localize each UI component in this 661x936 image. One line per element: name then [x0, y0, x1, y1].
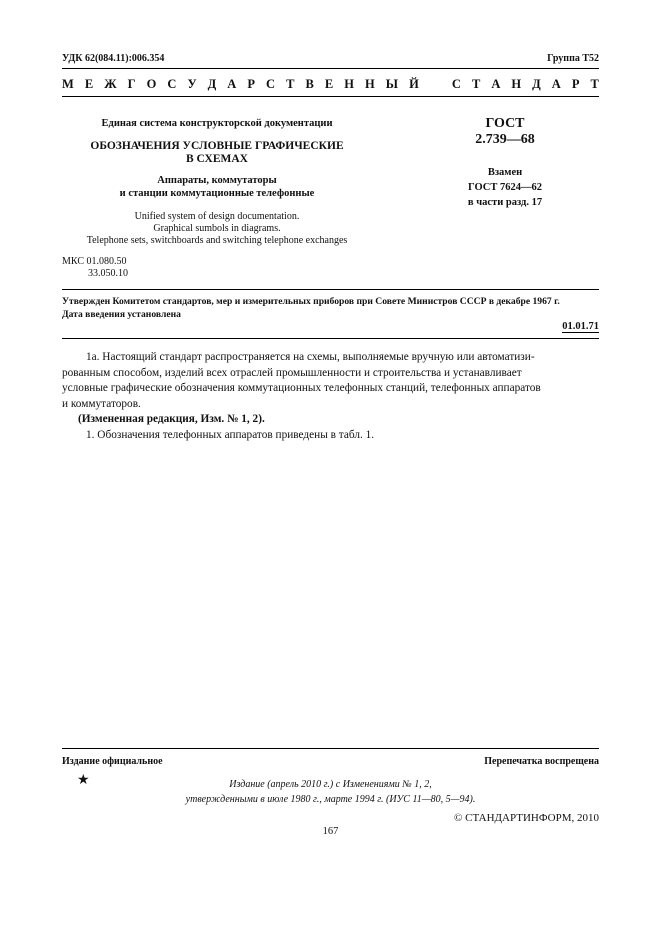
heading-letter: Е — [84, 77, 94, 91]
document-title — [62, 140, 372, 166]
heading-letter: С — [266, 77, 276, 91]
star-icon: ★ — [77, 773, 90, 788]
gost-designation — [430, 116, 580, 148]
header-rule-bottom — [62, 96, 599, 97]
paragraph-1-line-3: условные графические обозначения коммутационных телефонных станций, телефонных аппаратов — [62, 382, 541, 394]
system-name: Единая система конструкторской документации — [101, 118, 333, 129]
english-title — [62, 211, 372, 247]
english-line-1: Unified system of design documentation. — [134, 211, 300, 222]
heading-letter: Ы — [385, 77, 399, 91]
heading-letter: Д — [532, 77, 541, 91]
effective-date: 01.01.71 — [562, 321, 599, 332]
heading-letter: Д — [207, 77, 217, 91]
heading-letter: Е — [324, 77, 334, 91]
heading-letter: Т — [590, 77, 599, 91]
edition-line-1: Издание (апрель 2010 г.) с Изменениями № 1, 2, — [229, 779, 432, 790]
approval-text — [62, 296, 560, 321]
heading-letter: А — [551, 77, 561, 91]
subtitle-line-1: Аппараты, коммутаторы — [157, 175, 277, 186]
heading-letter: А — [227, 77, 237, 91]
document-subtitle — [62, 175, 372, 200]
heading-letter: С — [167, 77, 177, 91]
gost-number: 2.739—68 — [475, 132, 535, 147]
mks-label: МКС — [62, 256, 84, 267]
group-code: Группа Т52 — [547, 53, 599, 64]
heading-letter: В — [305, 77, 314, 91]
approval-rule-bottom — [62, 338, 599, 339]
edition-line-2: утвержденными в июле 1980 г., марте 1994 г. (ИУС 11—80, 5—94). — [185, 794, 476, 805]
heading-letter: Й — [409, 77, 419, 91]
replaces-block — [430, 165, 580, 210]
paragraph-1-line-1: 1а. Настоящий стандарт распространяется на схемы, выполняемые вручную или автоматизи- — [86, 351, 535, 363]
header-rule-top — [62, 68, 599, 69]
heading-letter: Р — [247, 77, 255, 91]
replaced-gost: ГОСТ 7624—62 — [468, 182, 542, 193]
amendment-note: (Измененная редакция, Изм. № 1, 2). — [78, 413, 265, 425]
title-line-2: В СХЕМАХ — [186, 153, 248, 165]
mks-code-2: 33.050.10 — [88, 268, 128, 279]
subtitle-line-2: и станции коммутационные телефонные — [119, 187, 315, 199]
page-number: 167 — [322, 826, 339, 837]
heading-letter: Г — [127, 77, 136, 91]
replaces-label: Взамен — [487, 167, 523, 178]
heading-letter: Н — [344, 77, 354, 91]
approval-rule-top — [62, 289, 599, 290]
edition-info — [62, 777, 599, 807]
approval-line-1: Утвержден Комитетом стандартов, мер и измерительных приборов при Совете Министров СССР в декабре 1967 г. — [62, 296, 560, 307]
udk-code: УДК 62(084.11):006.354 — [62, 53, 165, 64]
english-line-3: Telephone sets, switchboards and switching telephone exchanges — [86, 235, 348, 246]
heading-letter: С — [451, 77, 461, 91]
heading-letter: Н — [511, 77, 522, 91]
mks-code-1: 01.080.50 — [86, 256, 127, 267]
heading-letter: У — [187, 77, 197, 91]
gost-label: ГОСТ — [485, 116, 525, 131]
replaced-part: в части разд. 17 — [467, 197, 543, 208]
paragraph-1-line-2: рованным способом, изделий всех отраслей промышленности и строительства и устанавливает — [62, 366, 522, 379]
reprint-prohibited-label: Перепечатка воспрещена — [484, 756, 599, 767]
heading-letter: Р — [571, 77, 580, 91]
heading-letter: А — [491, 77, 501, 91]
paragraph-2: 1. Обозначения телефонных аппаратов приведены в табл. 1. — [86, 428, 375, 441]
heading-letter: М — [62, 77, 74, 91]
footer-rule — [62, 748, 599, 749]
interstate-standard-heading — [62, 77, 599, 92]
heading-letter: Н — [364, 77, 375, 91]
official-edition-label: Издание официальное — [62, 756, 163, 767]
paragraph-1-line-4: и коммутаторов. — [62, 397, 141, 410]
heading-letter: Т — [286, 77, 295, 91]
mks-codes — [62, 256, 128, 280]
heading-letter: Ж — [104, 77, 117, 91]
title-line-1: ОБОЗНАЧЕНИЯ УСЛОВНЫЕ ГРАФИЧЕСКИЕ — [90, 140, 344, 152]
heading-letter: О — [146, 77, 157, 91]
body-text — [62, 350, 599, 443]
copyright: © СТАНДАРТИНФОРМ, 2010 — [454, 812, 599, 824]
english-line-2: Graphical sumbols in diagrams. — [153, 223, 281, 234]
approval-line-2: Дата введения установлена — [62, 308, 181, 320]
heading-letter: Т — [471, 77, 481, 91]
